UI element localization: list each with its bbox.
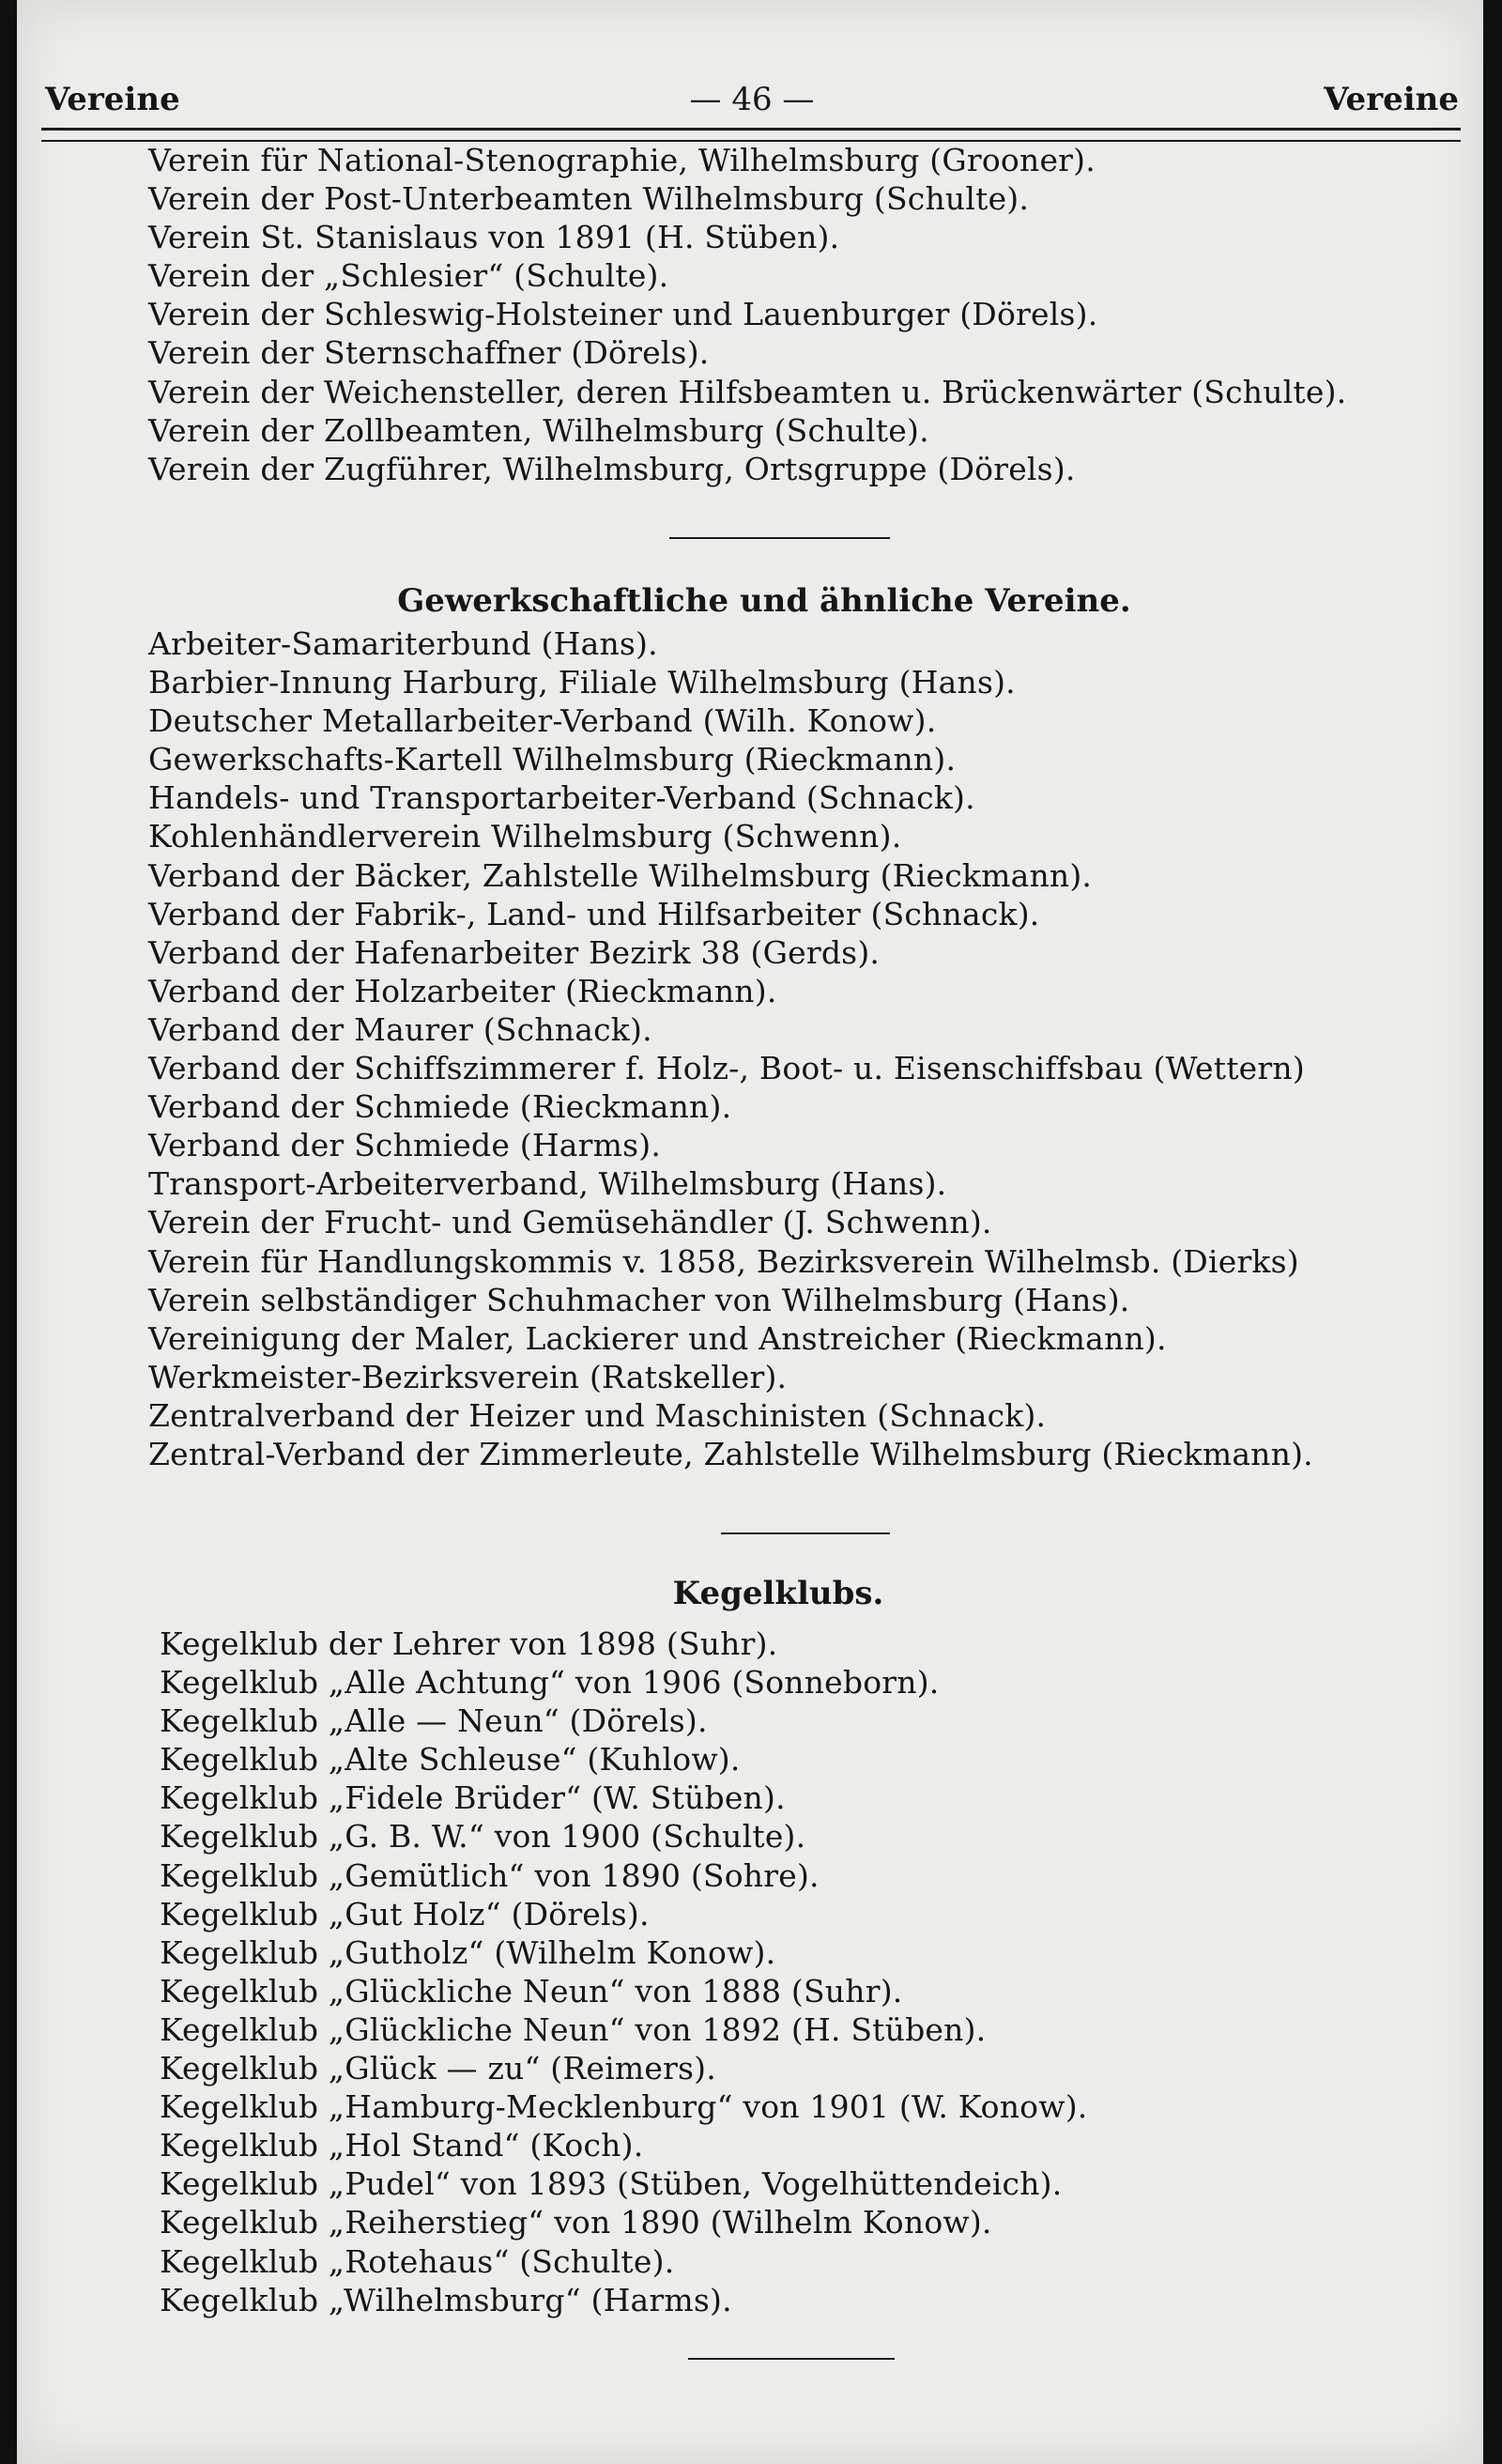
list-item: Kegelklub „Alte Schleuse“ (Kuhlow). <box>160 1741 741 1779</box>
list-item: Verein der Zollbeamten, Wilhelmsburg (Schulte). <box>148 411 929 449</box>
list-item: Kegelklub „Wilhelmsburg“ (Harms). <box>160 2281 732 2318</box>
list-item: Arbeiter-Samariterbund (Hans). <box>148 625 658 662</box>
list-item: Transport-Arbeiterverband, Wilhelmsburg (Hans). <box>148 1165 947 1203</box>
list-item: Verband der Schmiede (Rieckmann). <box>148 1088 732 1126</box>
list-item: Verein der Post-Unterbeamten Wilhelmsburg (Schulte). <box>148 180 1030 218</box>
list-item: Verein für National-Stenographie, Wilhelmsburg (Grooner). <box>148 142 1096 178</box>
list-item: Handels- und Transportarbeiter-Verband (Schnack). <box>148 779 975 817</box>
kegelklubs-list <box>160 1625 1483 2319</box>
section-title-kegelklubs: Kegelklubs. <box>672 1575 884 1612</box>
list-item: Verband der Hafenarbeiter Bezirk 38 (Gerds). <box>148 933 881 971</box>
page-number: — 46 — <box>689 81 815 118</box>
list-item: Kegelklub „Hamburg-Mecklenburg“ von 1901 (W. Konow). <box>160 2088 1088 2126</box>
list-item: Kegelklub der Lehrer von 1898 (Suhr). <box>160 1625 778 1662</box>
list-item: Verband der Schiffszimmerer f. Holz-, Boot- u. Eisenschiffsbau (Wettern) <box>148 1050 1305 1087</box>
header-right-title: Vereine <box>1324 81 1459 118</box>
list-item: Kegelklub „Rotehaus“ (Schulte). <box>160 2242 675 2280</box>
header-double-rule <box>41 128 1461 142</box>
section-separator <box>721 1532 890 1534</box>
list-item: Verein der „Schlesier“ (Schulte). <box>148 257 669 295</box>
list-item: Zentralverband der Heizer und Maschinisten (Schnack). <box>148 1396 1047 1434</box>
list-item: Kegelklub „Glück — zu“ (Reimers). <box>160 2050 716 2087</box>
list-item: Barbier-Innung Harburg, Filiale Wilhelmsburg (Hans). <box>148 664 1016 701</box>
list-item: Kegelklub „Pudel“ von 1893 (Stüben, Vogelhüttendeich). <box>160 2165 1063 2203</box>
list-item: Verband der Bäcker, Zahlstelle Wilhelmsburg (Rieckmann). <box>148 856 1093 894</box>
list-item: Kegelklub „Alle Achtung“ von 1906 (Sonneborn). <box>160 1664 940 1702</box>
list-item: Kegelklub „Fidele Brüder“ (W. Stüben). <box>160 1779 786 1817</box>
section-separator <box>688 2358 895 2360</box>
section-title-gewerkschaftliche: Gewerkschaftliche und ähnliche Vereine. <box>397 582 1131 620</box>
list-item: Zentral-Verband der Zimmerleute, Zahlstelle Wilhelmsburg (Rieckmann). <box>148 1435 1313 1472</box>
gewerkschaftliche-list <box>148 624 1483 1473</box>
header-left-title: Vereine <box>45 81 180 118</box>
list-item: Verein selbständiger Schuhmacher von Wilhelmsburg (Hans). <box>148 1281 1130 1318</box>
running-header <box>45 81 1459 128</box>
list-item: Kegelklub „G. B. W.“ von 1900 (Schulte). <box>160 1818 806 1856</box>
list-item: Verein St. Stanislaus von 1891 (H. Stüben). <box>148 219 840 256</box>
vereine-list <box>148 141 1483 488</box>
list-item: Kegelklub „Alle — Neun“ (Dörels). <box>160 1702 708 1740</box>
list-item: Gewerkschafts-Kartell Wilhelmsburg (Rieckmann). <box>148 741 957 778</box>
list-item: Vereinigung der Maler, Lackierer und Anstreicher (Rieckmann). <box>148 1319 1167 1357</box>
document-page <box>17 0 1483 2464</box>
list-item: Verein der Schleswig-Holsteiner und Lauenburger (Dörels). <box>148 296 1098 333</box>
list-item: Kegelklub „Reiherstieg“ von 1890 (Wilhelm Konow). <box>160 2204 992 2241</box>
list-item: Verband der Maurer (Schnack). <box>148 1010 652 1048</box>
list-item: Verein der Frucht- und Gemüsehändler (J. Schwenn). <box>148 1204 992 1241</box>
list-item: Verband der Schmiede (Harms). <box>148 1127 662 1164</box>
list-item: Kegelklub „Glückliche Neun“ von 1888 (Suhr). <box>160 1972 903 2010</box>
list-item: Verband der Fabrik-, Land- und Hilfsarbeiter (Schnack). <box>148 895 1040 932</box>
list-item: Kegelklub „Gutholz“ (Wilhelm Konow). <box>160 1933 776 1971</box>
list-item: Verein für Handlungskommis v. 1858, Bezirksverein Wilhelmsb. (Dierks) <box>148 1242 1299 1280</box>
list-item: Verein der Weichensteller, deren Hilfsbeamten u. Brückenwärter (Schulte). <box>148 373 1347 410</box>
section-separator <box>669 537 890 539</box>
list-item: Verein der Zugführer, Wilhelmsburg, Ortsgruppe (Dörels). <box>148 450 1076 487</box>
list-item: Kegelklub „Glückliche Neun“ von 1892 (H. Stüben). <box>160 2010 987 2048</box>
list-item: Verband der Holzarbeiter (Rieckmann). <box>148 972 777 1009</box>
list-item: Kegelklub „Gemütlich“ von 1890 (Sohre). <box>160 1856 820 1894</box>
list-item: Kohlenhändlerverein Wilhelmsburg (Schwenn). <box>148 818 902 855</box>
list-item: Verein der Sternschaffner (Dörels). <box>148 334 710 372</box>
list-item: Kegelklub „Gut Holz“ (Dörels). <box>160 1895 650 1933</box>
list-item: Kegelklub „Hol Stand“ (Koch). <box>160 2127 644 2164</box>
list-item: Werkmeister-Bezirksverein (Ratskeller). <box>148 1358 788 1395</box>
list-item: Deutscher Metallarbeiter-Verband (Wilh. Konow). <box>148 702 937 740</box>
